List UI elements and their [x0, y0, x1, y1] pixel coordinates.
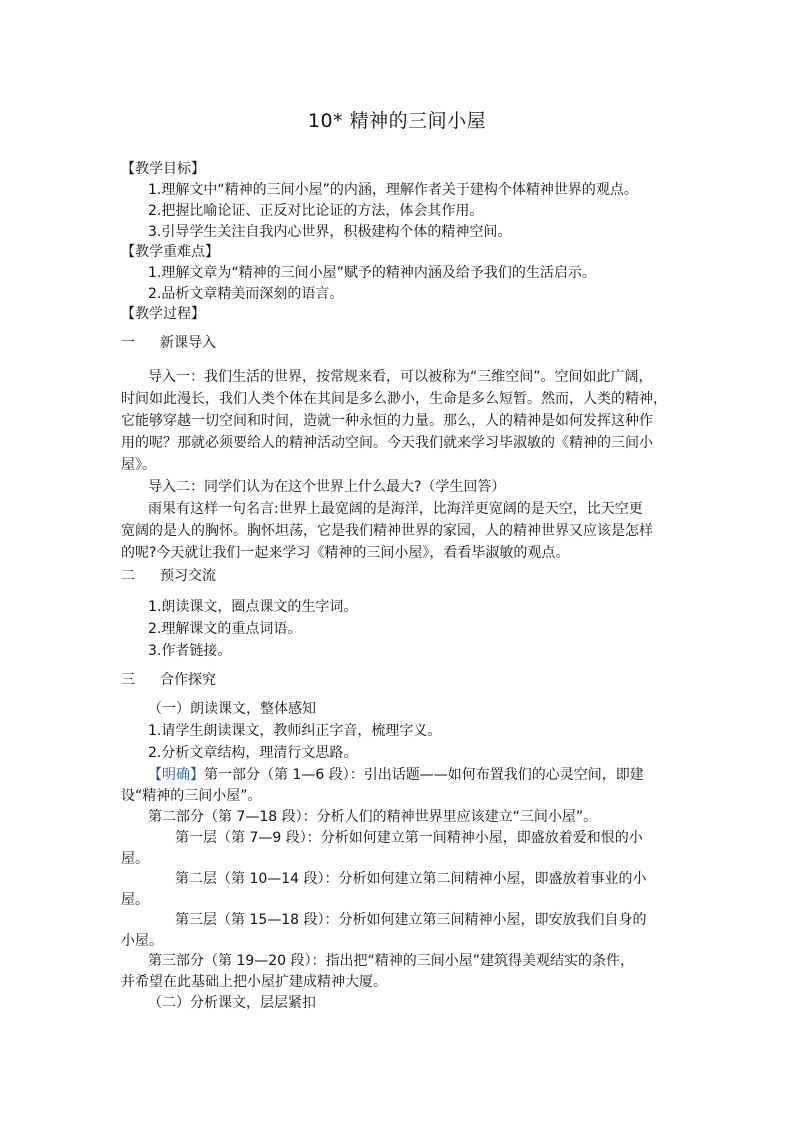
- paragraph-line: 它能够穿越一切空间和时间，造就一种永恒的力量。那么，人的精神是如何发挥这种作: [121, 413, 653, 429]
- section-number: 二: [121, 568, 135, 584]
- paragraph-line: 的呢?今天就让我们一起来学习《精神的三间小屋》，看看毕淑敏的观点。: [121, 545, 570, 561]
- section-number: 一: [121, 335, 135, 351]
- paragraph-line: 第三部分（第 19—20 段）：指出把“精神的三间小屋”建筑得美观结实的条件，: [148, 953, 635, 969]
- paragraph-line: 屋。: [121, 851, 149, 867]
- subsection-title: （一）朗读课文，整体感知: [148, 701, 316, 717]
- paragraph-line: 并希望在此基础上把小屋扩建成精神大厦。: [121, 974, 387, 990]
- paragraph-line: 时间如此漫长，我们人类个体在其间是多么渺小，生命是多么短暂。然而，人类的精神，: [121, 391, 667, 407]
- section-number: 三: [121, 672, 135, 688]
- goals-header: 【教学目标】: [121, 161, 205, 177]
- paragraph-line: 第二层（第 10—14 段）：分析如何建立第二间精神小屋，即盛放着事业的小: [175, 871, 647, 887]
- paragraph-line: 屋》。: [121, 457, 156, 473]
- paragraph-line: 第三层（第 15—18 段）：分析如何建立第三间精神小屋，即安放我们自身的: [175, 912, 647, 928]
- list-item: 3.作者链接。: [148, 643, 232, 659]
- paragraph-line: 第一层（第 7—9 段）：分析如何建立第一间精神小屋，即盛放着爱和恨的小: [175, 830, 643, 846]
- list-item: 1.朗读课文，圈点课文的生字词。: [148, 599, 358, 615]
- subsection-title: （二）分析课文，层层紧扣: [148, 995, 316, 1011]
- goal-item: 1.理解文中“精神的三间小屋”的内涵，理解作者关于建构个体精神世界的观点。: [148, 182, 638, 198]
- key-point-item: 1.理解文章为“精神的三间小屋”赋予的精神内涵及给予我们的生活启示。: [148, 265, 596, 281]
- paragraph-line: 小屋。: [121, 933, 163, 949]
- paragraph-line: 设“精神的三间小屋”。: [121, 788, 262, 804]
- goal-item: 2.把握比喻论证、正反对比论证的方法，体会其作用。: [148, 203, 484, 219]
- list-item: 1.请学生朗读课文，教师纠正字音，梳理字义。: [148, 723, 442, 739]
- list-item: 2.理解课文的重点词语。: [148, 621, 302, 637]
- paragraph-line: 导入二：同学们认为在这个世界上什么最大?（学生回答）: [148, 479, 506, 495]
- section-title: 预习交流: [160, 568, 216, 584]
- paragraph-line: 用的呢？那就必须要给人的精神活动空间。今天我们就来学习毕淑敏的《精神的三间小: [121, 435, 653, 451]
- key-points-header: 【教学重难点】: [121, 244, 219, 260]
- paragraph-line: 屋。: [121, 892, 149, 908]
- paragraph-line: 导入一：我们生活的世界，按常规来看，可以被称为“三维空间”。空间如此广阔，: [148, 369, 653, 385]
- process-header: 【教学过程】: [121, 306, 205, 322]
- answer-tag: 【明确】: [148, 767, 204, 783]
- page-title: 10* 精神的三间小屋: [307, 110, 487, 132]
- goal-item: 3.引导学生关注自我内心世界，积极建构个体的精神空间。: [148, 224, 512, 240]
- answer-text: 第一部分（第 1—6 段）：引出话题——如何布置我们的心灵空间，即建: [204, 767, 644, 783]
- paragraph-line: 宽阔的是人的胸怀。胸怀坦荡，它是我们精神世界的家园，人的精神世界又应该是怎样: [121, 523, 653, 539]
- answer-line: [148, 765, 644, 785]
- section-title: 新课导入: [160, 335, 216, 351]
- section-title: 合作探究: [160, 672, 216, 688]
- paragraph-line: 第二部分（第 7—18 段）：分析人们的精神世界里应该建立“三间小屋”。: [148, 809, 598, 825]
- key-point-item: 2.品析文章精美而深刻的语言。: [148, 286, 344, 302]
- list-item: 2.分析文章结构，理清行文思路。: [148, 745, 358, 761]
- paragraph-line: 雨果有这样一句名言:世界上最宽阔的是海洋，比海洋更宽阔的是天空，比天空更: [148, 501, 643, 517]
